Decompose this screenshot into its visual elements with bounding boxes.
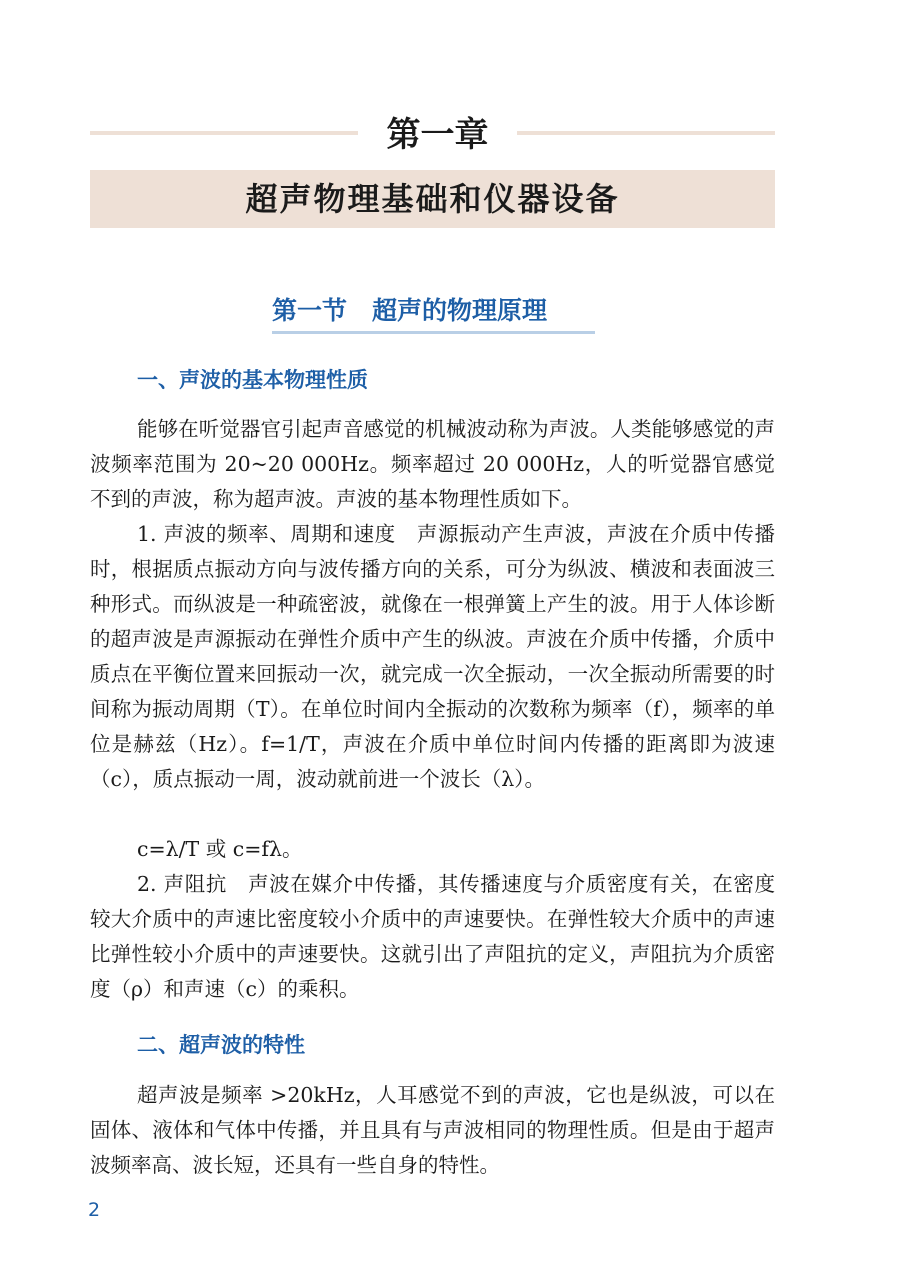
section-title: 第一节 超声的物理原理 [272, 296, 548, 325]
chapter-label: 第一章 [386, 115, 489, 155]
wave-formula: c=λ/T 或 c=fλ。 [137, 837, 303, 861]
paragraph-intro: 能够在听觉器官引起声音感觉的机械波动称为声波。人类能够感觉的声波频率范围为 20~20 000Hz。频率超过 20 000Hz，人的听觉器官感觉不到的声波，称为超声波。声波的基本物理性质如下。 [90, 417, 775, 511]
subsection-heading-2: 二、超声波的特性 [137, 1033, 305, 1057]
page-number: 2 [88, 1199, 101, 1221]
chapter-rule-left [90, 131, 358, 135]
paragraph-acoustic-impedance: 2. 声阻抗 声波在媒介中传播，其传播速度与介质密度有关，在密度较大介质中的声速比密度较小介质中的声速要快。在弹性较大介质中的声速比弹性较小介质中的声速要快。这就引出了声阻抗的定义，声阻抗为介质密度（ρ）和声速（c）的乘积。 [90, 872, 775, 1001]
paragraph-ultrasound-properties: 超声波是频率 >20kHz，人耳感觉不到的声波，它也是纵波，可以在固体、液体和气体中传播，并且具有与声波相同的物理性质。但是由于超声波频率高、波长短，还具有一些自身的特性。 [90, 1083, 775, 1177]
chapter-rule-right [517, 131, 775, 135]
chapter-title: 超声物理基础和仪器设备 [245, 180, 620, 218]
section-title-underline [272, 331, 595, 334]
paragraph-frequency-period-speed: 1. 声波的频率、周期和速度 声源振动产生声波，声波在介质中传播时，根据质点振动方向与波传播方向的关系，可分为纵波、横波和表面波三种形式。而纵波是一种疏密波，就像在一根弹簧上产生的波。用于人体诊断的超声波是声源振动在弹性介质中产生的纵波。声波在介质中传播，介质中质点在平衡位置来回振动一次，就完成一次全振动，一次全振动所需要的时间称为振动周期（T）。在单位时间内全振动的次数称为频率（f），频率的单位是赫兹（Hz）。f=1/T，声波在介质中单位时间内传播的距离即为波速（c），质点振动一周，波动就前进一个波长（λ）。 [90, 522, 775, 791]
subsection-heading-1: 一、声波的基本物理性质 [137, 368, 368, 392]
